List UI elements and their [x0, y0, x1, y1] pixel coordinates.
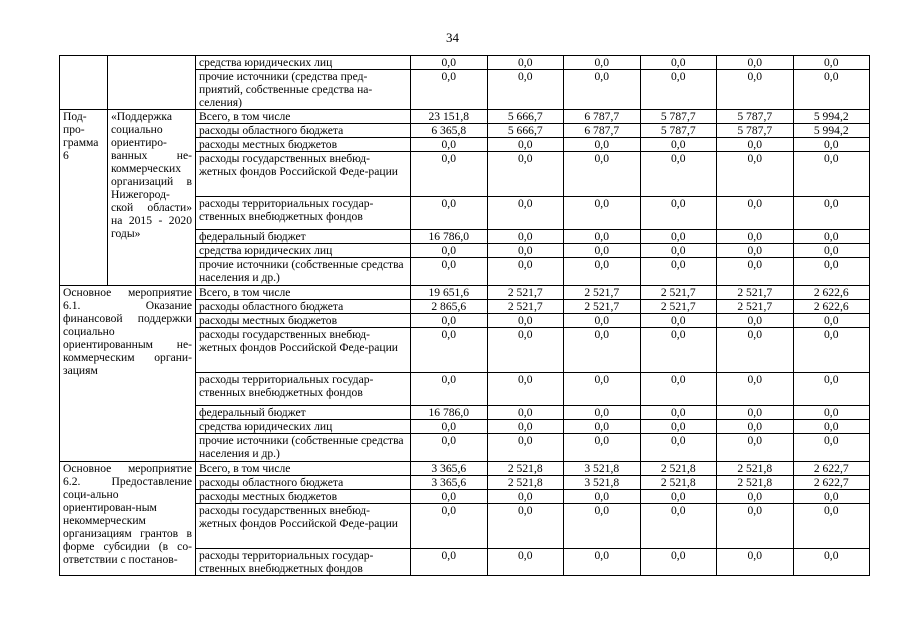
- amount-cell: 0,0: [487, 549, 564, 576]
- amount-cell: 0,0: [487, 314, 564, 328]
- amount-cell: 3 365,6: [411, 476, 488, 490]
- funding-source-cell: расходы территориальных государ-ственных внебюджетных фондов: [196, 373, 411, 406]
- amount-cell: 0,0: [564, 152, 641, 197]
- amount-cell: 16 786,0: [411, 406, 488, 420]
- amount-cell: 0,0: [564, 197, 641, 230]
- funding-source-cell: федеральный бюджет: [196, 406, 411, 420]
- amount-cell: 0,0: [487, 244, 564, 258]
- table-row: [60, 110, 870, 124]
- amount-cell: 0,0: [640, 434, 717, 462]
- funding-source-cell: расходы областного бюджета: [196, 476, 411, 490]
- amount-cell: 0,0: [793, 504, 870, 549]
- amount-cell: 0,0: [717, 314, 794, 328]
- amount-cell: 5 666,7: [487, 124, 564, 138]
- amount-cell: 2 622,7: [793, 462, 870, 476]
- funding-source-cell: прочие источники (собственные средства населения и др.): [196, 434, 411, 462]
- amount-cell: 0,0: [793, 244, 870, 258]
- amount-cell: 0,0: [640, 258, 717, 286]
- amount-cell: 2 521,8: [640, 476, 717, 490]
- amount-cell: 0,0: [717, 549, 794, 576]
- amount-cell: 0,0: [411, 434, 488, 462]
- amount-cell: 0,0: [640, 56, 717, 70]
- amount-cell: 0,0: [411, 373, 488, 406]
- funding-source-cell: Всего, в том числе: [196, 110, 411, 124]
- funding-source-cell: средства юридических лиц: [196, 56, 411, 70]
- funding-source-cell: федеральный бюджет: [196, 230, 411, 244]
- amount-cell: 2 622,6: [793, 286, 870, 300]
- amount-cell: 0,0: [640, 373, 717, 406]
- amount-cell: 2 622,6: [793, 300, 870, 314]
- amount-cell: 0,0: [487, 152, 564, 197]
- amount-cell: 0,0: [411, 244, 488, 258]
- amount-cell: 2 521,7: [717, 300, 794, 314]
- program-code-cell: [60, 56, 108, 110]
- funding-source-cell: расходы местных бюджетов: [196, 314, 411, 328]
- amount-cell: 0,0: [411, 328, 488, 373]
- amount-cell: 0,0: [717, 56, 794, 70]
- amount-cell: 0,0: [640, 549, 717, 576]
- amount-cell: 0,0: [640, 152, 717, 197]
- amount-cell: 0,0: [411, 56, 488, 70]
- amount-cell: 0,0: [640, 504, 717, 549]
- amount-cell: 0,0: [793, 138, 870, 152]
- amount-cell: 0,0: [564, 244, 641, 258]
- amount-cell: 0,0: [793, 70, 870, 110]
- amount-cell: 0,0: [564, 406, 641, 420]
- amount-cell: 6 787,7: [564, 124, 641, 138]
- amount-cell: 0,0: [487, 197, 564, 230]
- amount-cell: 0,0: [564, 70, 641, 110]
- amount-cell: 0,0: [564, 328, 641, 373]
- amount-cell: 0,0: [793, 314, 870, 328]
- amount-cell: 5 994,2: [793, 110, 870, 124]
- funding-source-cell: расходы местных бюджетов: [196, 138, 411, 152]
- table-row: [60, 286, 870, 300]
- amount-cell: 2 521,7: [564, 300, 641, 314]
- amount-cell: 0,0: [793, 420, 870, 434]
- program-code-cell: Под-про-грамма 6: [60, 110, 108, 286]
- amount-cell: 19 651,6: [411, 286, 488, 300]
- funding-source-cell: расходы местных бюджетов: [196, 490, 411, 504]
- amount-cell: 0,0: [717, 504, 794, 549]
- amount-cell: 5 787,7: [717, 124, 794, 138]
- activity-name-cell: Основное мероприятие 6.2. Предоставление соци-ально ориентирован-ным некоммерческим организациям грантов в форме субсидии (в со-ответствии с постанов-: [60, 462, 196, 576]
- amount-cell: 0,0: [640, 230, 717, 244]
- amount-cell: 0,0: [640, 70, 717, 110]
- amount-cell: 0,0: [717, 138, 794, 152]
- amount-cell: 0,0: [564, 373, 641, 406]
- funding-source-cell: расходы государственных внебюд-жетных фондов Российской Феде-рации: [196, 504, 411, 549]
- amount-cell: 0,0: [793, 406, 870, 420]
- amount-cell: 0,0: [640, 197, 717, 230]
- amount-cell: 0,0: [564, 434, 641, 462]
- amount-cell: 0,0: [564, 549, 641, 576]
- amount-cell: 0,0: [487, 504, 564, 549]
- program-name-cell: «Поддержка социально ориентиро-ванных не-коммерческих организаций в Нижегород-ской области» на 2015 - 2020 годы»: [108, 110, 196, 286]
- amount-cell: 6 787,7: [564, 110, 641, 124]
- amount-cell: 0,0: [564, 56, 641, 70]
- amount-cell: 0,0: [717, 258, 794, 286]
- amount-cell: 0,0: [793, 258, 870, 286]
- amount-cell: 0,0: [793, 197, 870, 230]
- funding-source-cell: расходы областного бюджета: [196, 300, 411, 314]
- amount-cell: 0,0: [717, 152, 794, 197]
- amount-cell: 0,0: [640, 490, 717, 504]
- amount-cell: 0,0: [411, 70, 488, 110]
- amount-cell: 0,0: [411, 314, 488, 328]
- amount-cell: 0,0: [640, 328, 717, 373]
- amount-cell: 16 786,0: [411, 230, 488, 244]
- amount-cell: 0,0: [640, 244, 717, 258]
- amount-cell: 0,0: [717, 434, 794, 462]
- amount-cell: 5 994,2: [793, 124, 870, 138]
- amount-cell: 0,0: [793, 373, 870, 406]
- amount-cell: 0,0: [640, 420, 717, 434]
- amount-cell: 0,0: [411, 258, 488, 286]
- amount-cell: 0,0: [411, 152, 488, 197]
- amount-cell: 23 151,8: [411, 110, 488, 124]
- funding-source-cell: средства юридических лиц: [196, 244, 411, 258]
- amount-cell: 0,0: [487, 490, 564, 504]
- amount-cell: 5 787,7: [717, 110, 794, 124]
- amount-cell: 0,0: [487, 434, 564, 462]
- amount-cell: 0,0: [564, 504, 641, 549]
- funding-source-cell: прочие источники (собственные средства населения и др.): [196, 258, 411, 286]
- amount-cell: 0,0: [487, 70, 564, 110]
- amount-cell: 2 521,8: [717, 462, 794, 476]
- amount-cell: 0,0: [717, 373, 794, 406]
- activity-name-cell: Основное мероприятие 6.1. Оказание финансовой поддержки социально ориентированным не-коммерческим органи-зациям: [60, 286, 196, 462]
- funding-source-cell: расходы территориальных государ-ственных внебюджетных фондов: [196, 197, 411, 230]
- amount-cell: 5 787,7: [640, 124, 717, 138]
- amount-cell: 0,0: [717, 490, 794, 504]
- amount-cell: 0,0: [411, 504, 488, 549]
- funding-source-cell: прочие источники (средства пред-приятий, собственные средства на-селения): [196, 70, 411, 110]
- amount-cell: 0,0: [411, 549, 488, 576]
- amount-cell: 6 365,8: [411, 124, 488, 138]
- funding-source-cell: средства юридических лиц: [196, 420, 411, 434]
- funding-source-cell: расходы государственных внебюд-жетных фондов Российской Феде-рации: [196, 328, 411, 373]
- amount-cell: 2 622,7: [793, 476, 870, 490]
- amount-cell: 0,0: [487, 230, 564, 244]
- amount-cell: 2 521,7: [487, 300, 564, 314]
- amount-cell: 0,0: [640, 406, 717, 420]
- amount-cell: 0,0: [564, 420, 641, 434]
- amount-cell: 0,0: [564, 490, 641, 504]
- amount-cell: 5 666,7: [487, 110, 564, 124]
- amount-cell: 0,0: [717, 197, 794, 230]
- amount-cell: 0,0: [411, 197, 488, 230]
- amount-cell: 2 521,7: [487, 286, 564, 300]
- amount-cell: 2 521,8: [717, 476, 794, 490]
- amount-cell: 0,0: [411, 138, 488, 152]
- amount-cell: 0,0: [717, 420, 794, 434]
- amount-cell: 0,0: [793, 549, 870, 576]
- amount-cell: 2 521,8: [487, 476, 564, 490]
- amount-cell: 0,0: [487, 373, 564, 406]
- page-number: 34: [446, 30, 459, 45]
- amount-cell: 0,0: [564, 258, 641, 286]
- amount-cell: 0,0: [487, 56, 564, 70]
- amount-cell: 0,0: [640, 138, 717, 152]
- amount-cell: 0,0: [717, 328, 794, 373]
- amount-cell: 2 521,8: [487, 462, 564, 476]
- amount-cell: 0,0: [793, 434, 870, 462]
- amount-cell: 0,0: [487, 406, 564, 420]
- budget-table: [59, 55, 870, 576]
- amount-cell: 0,0: [640, 314, 717, 328]
- amount-cell: 2 521,8: [640, 462, 717, 476]
- amount-cell: 2 521,7: [717, 286, 794, 300]
- program-name-cell: [108, 56, 196, 110]
- funding-source-cell: расходы территориальных государ-ственных внебюджетных фондов: [196, 549, 411, 576]
- amount-cell: 0,0: [793, 152, 870, 197]
- amount-cell: 0,0: [411, 490, 488, 504]
- amount-cell: 0,0: [564, 314, 641, 328]
- amount-cell: 0,0: [793, 490, 870, 504]
- amount-cell: 0,0: [717, 70, 794, 110]
- amount-cell: 3 521,8: [564, 476, 641, 490]
- funding-source-cell: Всего, в том числе: [196, 462, 411, 476]
- amount-cell: 3 365,6: [411, 462, 488, 476]
- amount-cell: 0,0: [717, 406, 794, 420]
- funding-source-cell: расходы государственных внебюд-жетных фондов Российской Феде-рации: [196, 152, 411, 197]
- amount-cell: 5 787,7: [640, 110, 717, 124]
- amount-cell: 2 865,6: [411, 300, 488, 314]
- amount-cell: 0,0: [487, 328, 564, 373]
- amount-cell: 2 521,7: [564, 286, 641, 300]
- table-row: [60, 462, 870, 476]
- amount-cell: 2 521,7: [640, 300, 717, 314]
- amount-cell: 0,0: [793, 230, 870, 244]
- amount-cell: 0,0: [487, 258, 564, 286]
- funding-source-cell: Всего, в том числе: [196, 286, 411, 300]
- amount-cell: 2 521,7: [640, 286, 717, 300]
- budget-table-body: [60, 56, 870, 576]
- amount-cell: 0,0: [793, 56, 870, 70]
- amount-cell: 0,0: [487, 420, 564, 434]
- amount-cell: 0,0: [564, 230, 641, 244]
- amount-cell: 3 521,8: [564, 462, 641, 476]
- amount-cell: 0,0: [717, 244, 794, 258]
- table-row: [60, 56, 870, 70]
- amount-cell: 0,0: [411, 420, 488, 434]
- funding-source-cell: расходы областного бюджета: [196, 124, 411, 138]
- amount-cell: 0,0: [717, 230, 794, 244]
- amount-cell: 0,0: [793, 328, 870, 373]
- amount-cell: 0,0: [564, 138, 641, 152]
- amount-cell: 0,0: [487, 138, 564, 152]
